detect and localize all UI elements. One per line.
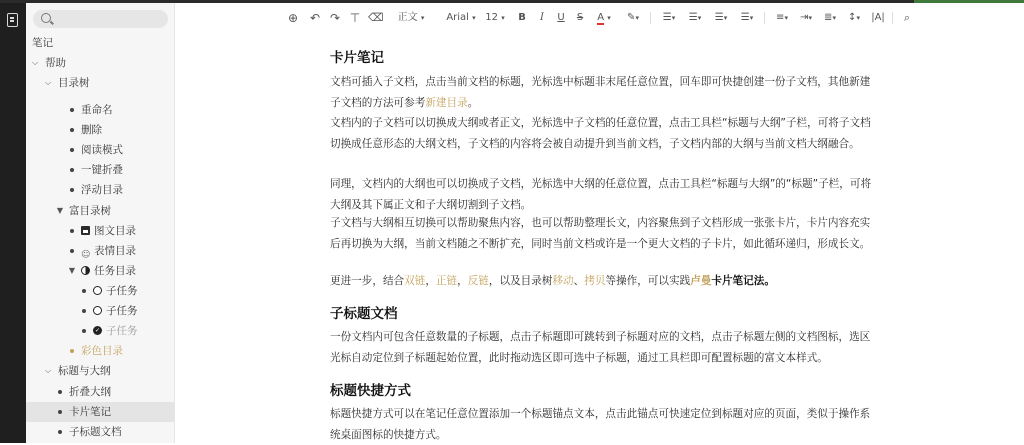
emoji-icon: ☺ (81, 250, 91, 260)
chevron-down-icon: ▾ (420, 14, 425, 22)
unchecked-circle-icon[interactable] (93, 286, 102, 295)
notes-doc-icon[interactable] (7, 13, 18, 27)
heading-card-notes: 卡片笔记 (330, 50, 384, 66)
paragraph-text: 、 (573, 275, 585, 287)
bullet-icon (58, 390, 62, 394)
bullet-icon (70, 249, 74, 253)
chevron-down-icon[interactable]: ⌵ (31, 58, 39, 67)
tree-item-rich-tree[interactable] (26, 201, 174, 221)
search-icon[interactable]: ⌕ (903, 11, 911, 24)
paragraph-2: 文档内的子文档可以切换成大纲或者正文，光标选中子文档的任意位置，点击工具栏“标题与大纲”子栏，可将子文档切换成任意形态的大纲文档，子文档的内容将会被自动提升到当前文档，子文档内部的大纲与当前文档大纲融合。 (330, 117, 871, 150)
tree-item-delete[interactable] (26, 120, 174, 140)
paragraph-text: ，以及目录树 (488, 275, 553, 287)
chevron-down-icon: ▾ (635, 14, 639, 22)
tree-item-label: 笔记 (32, 37, 53, 49)
tree-item-label: 表情目录 (94, 245, 136, 257)
indent-icon[interactable]: ⇥▾ (800, 12, 812, 23)
tree-item-label: 一键折叠 (81, 164, 123, 176)
strikethrough-button[interactable]: S (576, 12, 584, 23)
tree-item-label: 帮助 (45, 57, 66, 69)
size-select[interactable] (484, 8, 506, 28)
bullet-icon (70, 148, 74, 152)
chevron-down-icon: ▾ (472, 14, 476, 22)
tree-item-collapse-outline[interactable] (26, 382, 174, 402)
link-luhmann[interactable]: 卢曼 (690, 275, 712, 287)
bold-button[interactable]: B (518, 12, 526, 23)
tree-item-subtask-done[interactable] (26, 321, 174, 341)
text-size-label: |A| (871, 12, 885, 23)
style-select[interactable] (394, 8, 428, 28)
undo-icon[interactable]: ↶ (309, 11, 321, 25)
checklist-icon[interactable]: ☰▾ (714, 12, 728, 23)
tree-item-label: 删除 (81, 124, 102, 136)
paragraph-5 (330, 271, 875, 292)
tree-item-label: 子任务 (106, 325, 138, 337)
bold-text: 卡片笔记法。 (711, 275, 775, 287)
paragraph-1 (330, 72, 875, 113)
unchecked-circle-icon[interactable] (93, 306, 102, 315)
tree-item-label: 任务目录 (94, 265, 136, 277)
tree-item-help[interactable] (26, 53, 174, 73)
progress-pie-icon (81, 266, 90, 275)
triangle-down-icon[interactable]: ▼ (68, 266, 76, 275)
tree-item-label: 折叠大纲 (69, 386, 111, 398)
tree-item-label: 图文目录 (94, 225, 136, 237)
bullet-icon (70, 349, 74, 353)
bullet-icon (70, 108, 74, 112)
paragraph-7: 标题快捷方式可以在笔记任意位置添加一个标题锚点文本，点击此锚点可快速定位到标题对应的页面，类似于操作系统桌面图标的快捷方式。 (330, 408, 871, 441)
font-color-letter: A (597, 12, 605, 23)
highlighter-icon: ✎ (627, 12, 636, 23)
paragraph-text: 文档可插入子文档，点击当前文档的标题，光标选中标题非末尾任意位置，回车即可快捷创建一份子文档，其他新建子文档的方法可参考 (330, 76, 871, 109)
chevron-down-icon: ▾ (607, 14, 611, 22)
link-move[interactable]: 移动 (552, 275, 574, 287)
toolbar-divider (650, 12, 651, 24)
bullet-icon (82, 329, 86, 333)
toolbar-divider (892, 12, 893, 24)
bullet-icon (70, 229, 74, 233)
tree-item-emoji-toc[interactable] (26, 241, 174, 261)
tree-item-color-toc[interactable] (26, 341, 174, 361)
tree-item-card-notes[interactable] (26, 402, 174, 422)
window-top-strip-accent (914, 0, 1024, 3)
heading-shortcut: 标题快捷方式 (330, 383, 411, 399)
tree-item-subtask[interactable] (26, 301, 174, 321)
tree-item-label: 目录树 (58, 77, 90, 89)
tree-item-floating-toc[interactable] (26, 180, 174, 200)
tree-item-label: 富目录树 (69, 205, 111, 217)
bullet-icon (82, 309, 86, 313)
link-bidirectional[interactable]: 双链 (404, 275, 426, 287)
tree-item-label: 重命名 (81, 104, 113, 116)
paragraph-6: 一份文档内可包含任意数量的子标题，点击子标题即可跳转到子标题对应的文档，点击子标题左侧的文档图标，选区光标自动定位到子标题起始位置，此时拖动选区即可选中子标题，通过工具栏即可配置标题的富文本样式。 (330, 331, 871, 364)
paragraph-4: 子文档与大纲相互切换可以帮助聚焦内容，也可以帮助整理长文，内容聚焦到子文档形成一张张卡片，卡片内容充实后再切换为大纲，当前文档随之不断扩充，同时当前文档或许是一个更大文档的子卡片，如此循环递归，形成长文。 (330, 217, 871, 250)
font-select-value: Arial (446, 12, 469, 23)
tree-item-label: 子标题文档 (69, 426, 122, 438)
chevron-down-icon: ▾ (501, 14, 505, 22)
style-select-value: 正文 (397, 12, 418, 23)
clear-format-icon[interactable]: ⌫ (368, 11, 384, 24)
checked-circle-icon[interactable]: ✓ (94, 327, 101, 334)
bullet-icon (70, 128, 74, 132)
line-height-icon[interactable]: ↕▾ (848, 12, 860, 23)
text-size-button[interactable] (868, 8, 888, 28)
paragraph-text: 等操作，可以实践 (605, 275, 691, 287)
editor-toolbar (282, 8, 922, 28)
tree-item-label: 阅读模式 (81, 144, 123, 156)
tree-item-label: 子任务 (106, 285, 138, 297)
format-painter-icon[interactable]: ⊤ (349, 11, 361, 25)
sidebar (26, 3, 175, 443)
paragraph-text: 。 (467, 96, 479, 109)
tree-item-label: 浮动目录 (81, 184, 123, 196)
tree-item-subtask[interactable] (26, 281, 174, 301)
bullet-icon (70, 188, 74, 192)
tree-item-label: 彩色目录 (81, 345, 123, 357)
link-backlink[interactable]: 反链 (467, 275, 489, 287)
align-icon[interactable]: ≡▾ (776, 12, 788, 23)
tree-item-image-toc[interactable] (26, 221, 174, 241)
tree-item-label: 子任务 (106, 305, 138, 317)
toolbar-divider (764, 12, 765, 24)
paragraph-text: ， (457, 275, 468, 287)
chevron-down-icon[interactable]: ⌵ (44, 366, 52, 375)
font-color-button[interactable] (593, 8, 615, 28)
tree-item-heading-outline[interactable] (26, 361, 174, 381)
add-circle-icon[interactable]: ⊕ (287, 11, 299, 25)
chevron-down-icon[interactable]: ⌵ (44, 78, 52, 87)
tree-item-task-toc[interactable] (26, 261, 174, 281)
paragraph-text: ， (425, 275, 436, 287)
outline-list-icon[interactable]: ☰▾ (740, 12, 754, 23)
redo-icon[interactable]: ↷ (329, 11, 341, 25)
search-icon (41, 13, 51, 23)
tree-item-rename[interactable] (26, 100, 174, 120)
bullet-icon (58, 430, 62, 434)
image-icon (81, 226, 90, 235)
paragraph-text: 更进一步，结合 (330, 275, 405, 287)
tree-item-label: 卡片笔记 (69, 406, 111, 418)
italic-button[interactable]: I (540, 12, 544, 23)
bullet-list-icon[interactable]: ☰▾ (662, 12, 676, 23)
tree-item-collapse-all[interactable] (26, 160, 174, 180)
ordered-list-icon[interactable]: ☰▾ (688, 12, 702, 23)
link-forward[interactable]: 正链 (435, 275, 458, 287)
link-copy[interactable]: 拷贝 (584, 275, 606, 287)
underline-button[interactable]: U (557, 12, 565, 23)
link-new-directory[interactable]: 新建目录 (425, 96, 468, 109)
heading-subheading-doc: 子标题文档 (330, 306, 398, 322)
tree-item-notes[interactable] (26, 33, 174, 53)
tree-item-reading-mode[interactable] (26, 140, 174, 160)
tree-item-label: 标题与大纲 (58, 365, 111, 377)
search-input[interactable] (33, 10, 168, 28)
paragraph-icon[interactable]: ≣▾ (824, 12, 836, 23)
bullet-icon (82, 289, 86, 293)
paragraph-3: 同理，文档内的大纲也可以切换成子文档，光标选中大纲的任意位置，点击工具栏“标题与大纲”的“标题”子栏，可将大纲及其下属正文和子大纲切割到子文档。 (330, 178, 872, 211)
font-select[interactable] (440, 8, 482, 28)
tree-item-subheading-doc[interactable] (26, 422, 174, 442)
size-select-value: 12 (485, 12, 499, 23)
highlight-button[interactable] (622, 8, 644, 28)
triangle-down-icon[interactable]: ▼ (56, 206, 64, 215)
bullet-icon (58, 410, 62, 414)
bullet-icon (70, 168, 74, 172)
activity-bar (0, 3, 26, 443)
tree-item-directory-tree[interactable] (26, 73, 174, 93)
